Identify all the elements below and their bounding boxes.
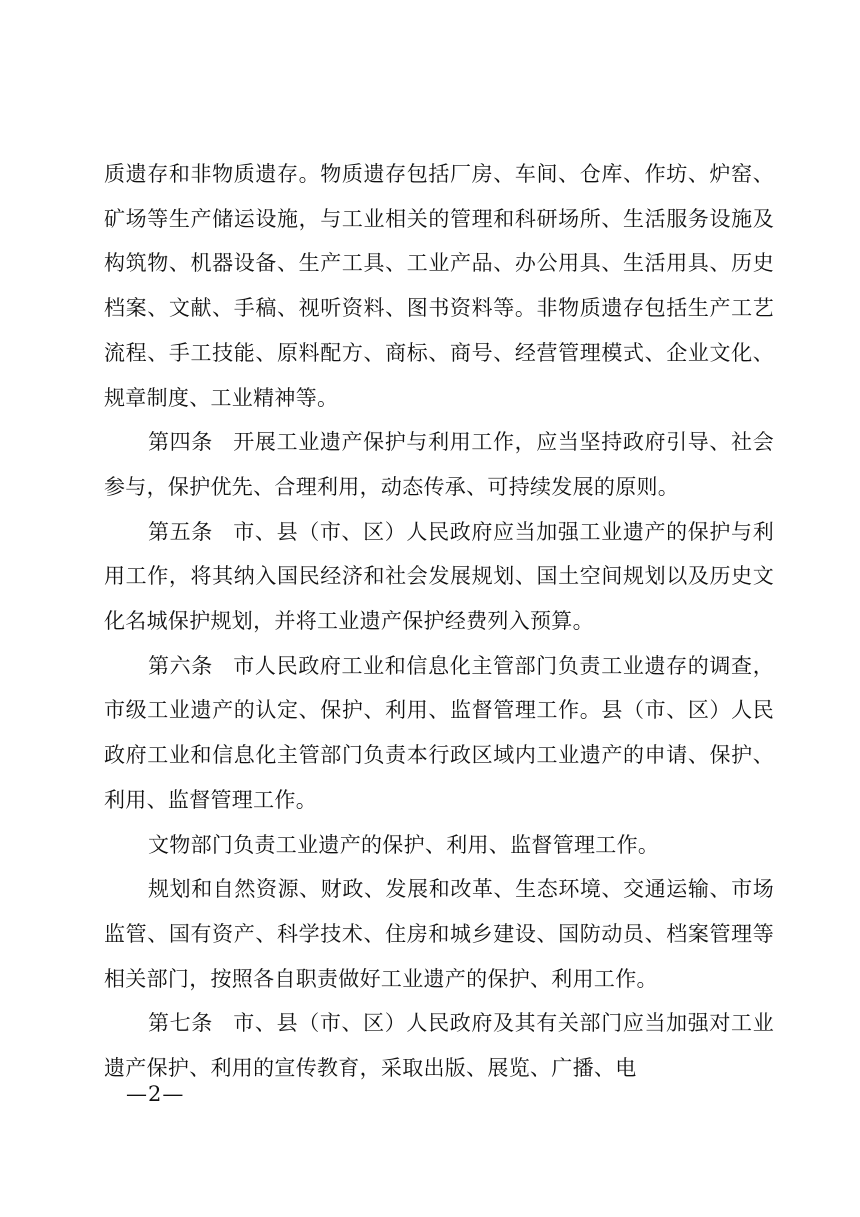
paragraph-text: 市、县（市、区）人民政府及其有关部门应当加强对工业遗产保护、利用的宣传教育，采取出版、展览、广播、电 [104, 1011, 775, 1081]
paragraph-text: 开展工业遗产保护与利用工作，应当坚持政府引导、社会参与，保护优先、合理利用，动态传承、可持续发展的原则。 [104, 430, 775, 499]
departments-paragraph [104, 867, 774, 1001]
article-number: 第六条 [148, 653, 213, 678]
paragraph-text: 市、县（市、区）人民政府应当加强工业遗产的保护与利用工作，将其纳入国民经济和社会发展规划、国土空间规划以及历史文化名城保护规划，并将工业遗产保护经费列入预算。 [104, 519, 775, 634]
paragraph-text: 市人民政府工业和信息化主管部门负责工业遗存的调查，市级工业遗产的认定、保护、利用、监督管理工作。县（市、区）人民政府工业和信息化主管部门负责本行政区域内工业遗产的申请、保护、利用、监督管理工作。 [104, 653, 775, 812]
article-7-paragraph [104, 1001, 774, 1090]
paragraph-text: 文物部门负责工业遗产的保护、利用、监督管理工作。 [148, 832, 660, 857]
paragraph-continuation [104, 152, 774, 420]
article-6-paragraph [104, 644, 774, 823]
article-number: 第五条 [148, 519, 213, 544]
article-5-paragraph [104, 510, 774, 644]
page-number: —2— [126, 1082, 185, 1106]
cultural-relics-paragraph [104, 823, 774, 868]
article-4-paragraph [104, 420, 774, 509]
article-number: 第七条 [148, 1011, 213, 1036]
paragraph-text: 规划和自然资源、财政、发展和改革、生态环境、交通运输、市场监管、国有资产、科学技术、住房和城乡建设、国防动员、档案管理等相关部门，按照各自职责做好工业遗产的保护、利用工作。 [104, 877, 774, 991]
article-number: 第四条 [148, 430, 213, 455]
paragraph-text: 质遗存和非物质遗存。物质遗存包括厂房、车间、仓库、作坊、炉窑、矿场等生产储运设施，与工业相关的管理和科研场所、生活服务设施及构筑物、机器设备、生产工具、工业产品、办公用具、生活用具、历史档案、文献、手稿、视听资料、图书资料等。非物质遗存包括生产工艺流程、手工技能、原料配方、商标、商号、经营管理模式、企业文化、规章制度、工业精神等。 [104, 162, 774, 410]
document-body [104, 152, 774, 1091]
